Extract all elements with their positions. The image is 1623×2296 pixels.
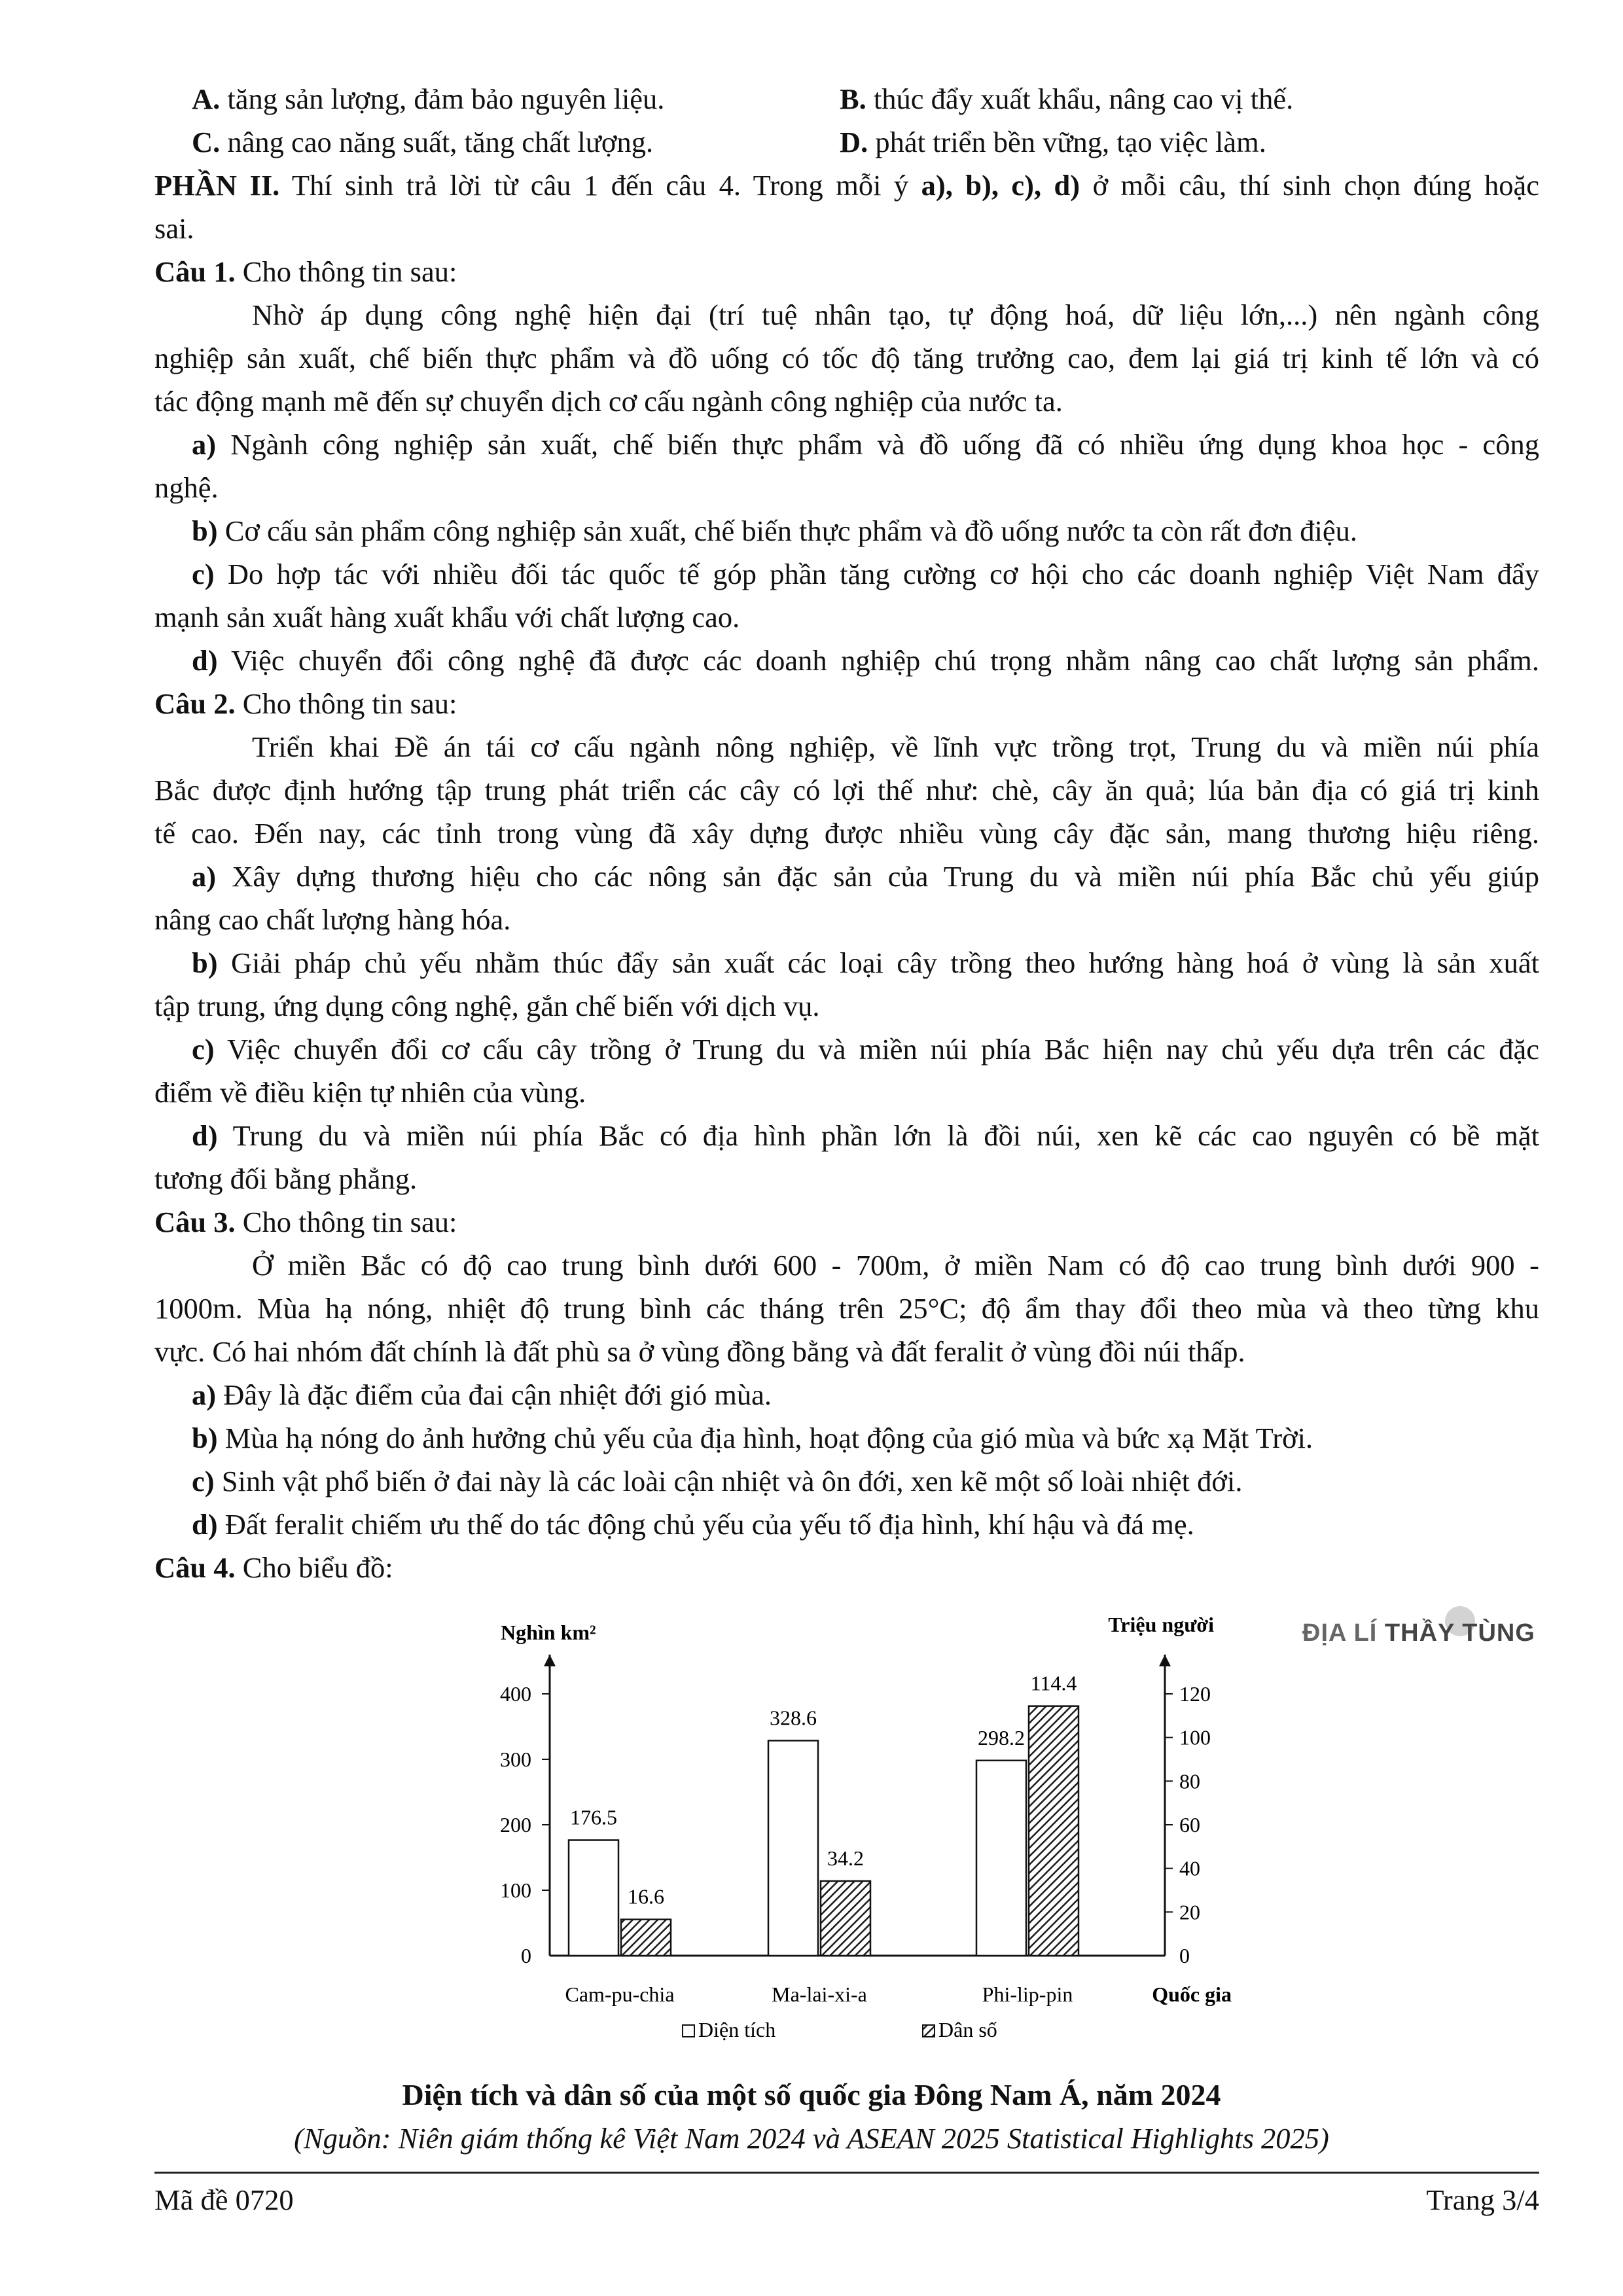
option-a: A. tăng sản lượng, đảm bảo nguyên liệu. [192,82,665,115]
bar-population-value: 114.4 [1030,1671,1077,1695]
question-3-heading: Câu 3. Cho thông tin sau: [154,1206,457,1238]
option-b: B. thúc đẩy xuất khẩu, nâng cao vị thế. [840,82,1294,115]
y-right-tick-label: 0 [1179,1944,1190,1967]
y-right-axis-label: Triệu người [1108,1613,1214,1636]
y-right-tick-label: 120 [1179,1682,1211,1706]
question-2-statement-b: b) Giải pháp chủ yếu nhằm thúc đẩy sản xuất các loại cây trồng theo hướng hàng hoá ở vùng là sản xuất [192,946,1539,979]
question-2-statement-d: d) Trung du và miền núi phía Bắc có địa hình phần lớn là đồi núi, xen kẽ các cao nguyên có bề mặt [192,1119,1539,1152]
question-3-statement-a: a) Đây là đặc điểm của đai cận nhiệt đới gió mùa. [192,1378,772,1411]
question-2-statement-a: a) Xây dựng thương hiệu cho các nông sản đặc sản của Trung du và miền núi phía Bắc chủ yếu giúp [192,860,1539,893]
bar-area-value: 298.2 [978,1725,1025,1749]
question-1-passage: Nhờ áp dụng công nghệ hiện đại (trí tuệ nhân tạo, tự động hoá, dữ liệu lớn,...) nên ngành công [252,298,1539,331]
question-3-passage: Ở miền Bắc có độ cao trung bình dưới 600 - 700m, ở miền Nam có độ cao trung bình dưới 900 - [252,1249,1539,1282]
bar-area [569,1840,618,1956]
question-4-heading: Câu 4. Cho biểu đồ: [154,1551,393,1584]
bar-population-value: 34.2 [827,1846,864,1870]
bar-population [821,1881,870,1956]
option-c: C. nâng cao năng suất, tăng chất lượng. [192,126,654,158]
y-right-tick-label: 40 [1179,1856,1200,1880]
bar-area [768,1740,818,1956]
bar-area-value: 328.6 [770,1706,817,1730]
y-left-tick-label: 300 [500,1748,531,1771]
y-left-tick-label: 100 [500,1878,531,1902]
chart-source: (Nguồn: Niên giám thống kê Việt Nam 2024 và ASEAN 2025 Statistical Highlights 2025) [294,2122,1329,2155]
y-right-tick-label: 80 [1179,1769,1200,1793]
question-3-statement-b: b) Mùa hạ nóng do ảnh hưởng chủ yếu của địa hình, hoạt động của gió mùa và bức xạ Mặt Trời. [192,1422,1313,1454]
question-3-passage: 1000m. Mùa hạ nóng, nhiệt độ trung bình các tháng trên 25°C; độ ẩm thay đổi theo mùa và theo từng khu [154,1292,1539,1325]
question-1-heading: Câu 1. Cho thông tin sau: [154,255,457,288]
bar-population [621,1920,671,1956]
bar-area [976,1761,1026,1956]
question-2-statement-c: điểm về điều kiện tự nhiên của vùng. [154,1076,586,1109]
question-1-statement-d: d) Việc chuyển đổi công nghệ đã được các doanh nghiệp chú trọng nhằm nâng cao chất lượng sản phẩm. [192,644,1539,677]
legend-area-swatch-icon [683,2025,694,2037]
question-2-statement-b: tập trung, ứng dụng công nghệ, gắn chế biến với dịch vụ. [154,990,820,1022]
category-label: Cam-pu-chia [565,1982,675,2006]
question-1-passage: tác động mạnh mẽ đến sự chuyển dịch cơ cấu ngành công nghiệp của nước ta. [154,385,1063,418]
footer-divider [154,2172,1539,2174]
y-left-tick-label: 200 [500,1813,531,1837]
question-1-passage: nghiệp sản xuất, chế biến thực phẩm và đồ uống có tốc độ tăng trưởng cao, đem lại giá trị kinh tế lớn và có [154,342,1539,374]
category-label: Phi-lip-pin [982,1982,1073,2006]
question-1-statement-c: c) Do hợp tác với nhiều đối tác quốc tế góp phần tăng cường cơ hội cho các doanh nghiệp Việt Nam đẩy [192,558,1539,590]
x-axis-label: Quốc gia [1152,1982,1232,2006]
y-left-arrow-icon [544,1655,556,1666]
exam-code: Mã đề 0720 [154,2183,294,2216]
y-right-arrow-icon [1159,1655,1171,1666]
question-2-heading: Câu 2. Cho thông tin sau: [154,687,457,720]
question-2-statement-d: tương đối bằng phẳng. [154,1162,418,1195]
y-right-tick-label: 60 [1179,1813,1200,1837]
question-3-statement-d: d) Đất feralit chiếm ưu thế do tác động chủ yếu của yếu tố địa hình, khí hậu và đá mẹ. [192,1508,1194,1541]
question-2-passage: tế cao. Đến nay, các tỉnh trong vùng đã xây dựng được nhiều vùng cây đặc sản, mang thương hiệu riêng. [154,817,1539,850]
legend-population-label: Dân số [938,2018,997,2041]
y-right-tick-label: 100 [1179,1725,1211,1749]
bar-area-value: 176.5 [570,1805,617,1829]
watermark-logo: ĐỊA LÍ THẦY TÙNG [1302,1611,1535,1655]
option-d: D. phát triển bền vững, tạo việc làm. [840,126,1266,158]
y-left-axis-label: Nghìn km² [501,1621,596,1644]
part2-instructions: PHẦN II. Thí sinh trả lời từ câu 1 đến câu 4. Trong mỗi ý a), b), c), d) ở mỗi câu, thí sinh chọn đúng hoặc [154,169,1539,202]
bar-chart [484,1584,1237,2055]
question-2-statement-c: c) Việc chuyển đổi cơ cấu cây trồng ở Trung du và miền núi phía Bắc hiện nay chủ yếu dựa trên các đặc [192,1033,1539,1066]
question-3-statement-c: c) Sinh vật phổ biến ở đai này là các loài cận nhiệt và ôn đới, xen kẽ một số loài nhiệt đới. [192,1465,1243,1498]
chart-marks [565,1672,1079,2006]
chart-title: Diện tích và dân số của một số quốc gia Đông Nam Á, năm 2024 [402,2078,1221,2111]
legend-area-label: Diện tích [698,2018,776,2041]
question-2-statement-a: nâng cao chất lượng hàng hóa. [154,903,511,936]
question-1-statement-a: nghệ. [154,471,219,504]
question-1-statement-c: mạnh sản xuất hàng xuất khẩu với chất lượng cao. [154,601,740,634]
bar-population-value: 16.6 [628,1884,664,1909]
legend-population-swatch-icon [923,2025,935,2037]
question-2-passage: Bắc được định hướng tập trung phát triển các cây có lợi thế như: chè, cây ăn quả; lúa bản địa có giá trị kinh [154,774,1539,806]
question-3-passage: vực. Có hai nhóm đất chính là đất phù sa ở vùng đồng bằng và đất feralit ở vùng đồi núi thấp. [154,1335,1245,1368]
y-left-tick-label: 400 [500,1682,531,1706]
part2-instructions-end: sai. [154,212,194,245]
chart-canvas [484,1584,1237,2055]
y-right-tick-label: 20 [1179,1900,1200,1924]
y-left-tick-label: 0 [521,1944,531,1967]
question-1-statement-b: b) Cơ cấu sản phẩm công nghiệp sản xuất, chế biến thực phẩm và đồ uống nước ta còn rất đơn điệu. [192,514,1357,547]
page-number: Trang 3/4 [1426,2183,1539,2216]
question-2-passage: Triển khai Đề án tái cơ cấu ngành nông nghiệp, về lĩnh vực trồng trọt, Trung du và miền núi phía [252,730,1539,763]
question-1-statement-a: a) Ngành công nghiệp sản xuất, chế biến thực phẩm và đồ uống đã có nhiều ứng dụng khoa học - công [192,428,1539,461]
bar-population [1029,1706,1079,1956]
category-label: Ma-lai-xi-a [772,1982,867,2006]
